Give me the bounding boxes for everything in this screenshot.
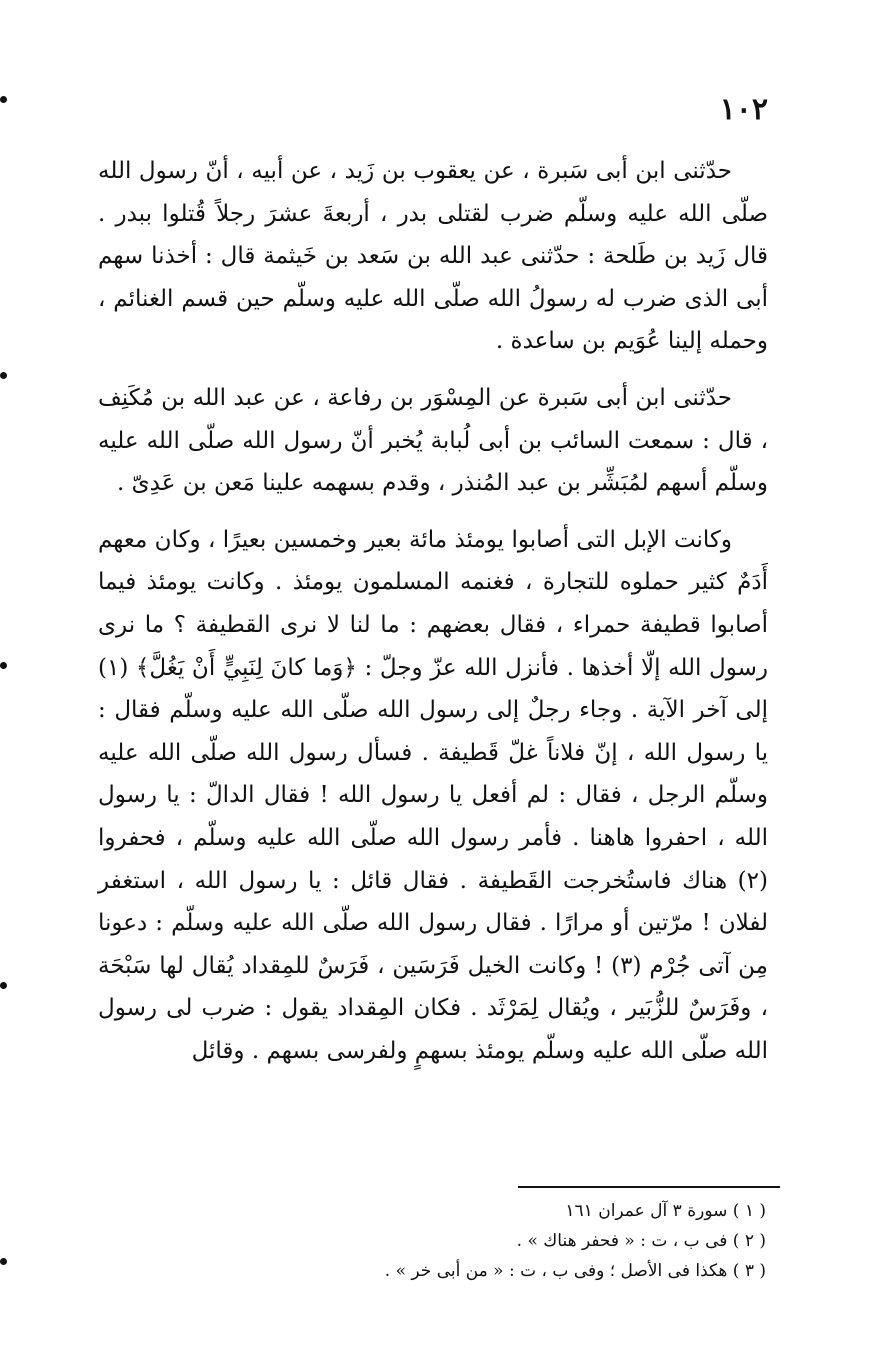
margin-mark (0, 982, 7, 989)
main-text (98, 150, 768, 1072)
paragraph: حدّثنى ابن أبى سَبرة ، عن يعقوب بن زَيد ، عن أبيه ، أنّ رسول الله صلّى الله عليه وسلّم ضرب لقتلى بدر ، أربعةَ عشرَ رجلاً قُتلوا ببدر . قال زَيد بن طَلحة : حدّثنى عبد الله بن سَعد بن خَيثمة قال : أخذنا سهم أبى الذى ضرب له رسولُ الله صلّى الله عليه وسلّم حين قسم الغنائم ، وحمله إلينا عُوَيم بن ساعدة . (98, 158, 768, 355)
paragraph: حدّثنى ابن أبى سَبرة عن المِسْوَر بن رفاعة ، عن عبد الله بن مُكَنِف ، قال : سمعت السائب بن أبى لُبابة يُخبر أنّ رسول الله صلّى الله عليه وسلّم أسهم لمُبَشِّر بن عبد المُنذر ، وقدم بسهمه علينا مَعن بن عَدِىّ . (98, 384, 768, 497)
footnote: ( ٢ ) فى ب ، ت : « فحفر هناك » . (516, 1231, 766, 1251)
footnote-separator (518, 1186, 780, 1188)
paragraph: وكانت الإبل التى أصابوا يومئذ مائة بعير وخمسين بعيرًا ، وكان معهم أَدَمٌ كثير حملوه للتجارة ، فغنمه المسلمون يومئذ . وكانت يومئذ فيما أصابوا قطيفة حمراء ، فقال بعضهم : ما لنا لا نرى القطيفة ؟ ما نرى رسول الله إلّا أخذها . فأنزل الله عزّ وجلّ : ﴿وَما كانَ لِنَبِيٍّ أَنْ يَغُلَّ﴾ (١) إلى آخر الآية . وجاء رجلٌ إلى رسول الله صلّى الله عليه وسلّم فقال : يا رسول الله ، إنّ فلاناً غلّ قَطيفة . فسأل رسول الله صلّى الله عليه وسلّم الرجل ، فقال : لم أفعل يا رسول الله ! فقال الدالّ : يا رسول الله ، احفروا هاهنا . فأمر رسول الله صلّى الله عليه وسلّم ، فحفروا (٢) هناك فاستُخرجت القَطيفة . فقال قائل : يا رسول الله ، استغفر لفلان ! مرّتين أو مرارًا . فقال رسول الله صلّى الله عليه وسلّم : دعونا مِن آتى جُرْم (٣) ! وكانت الخيل فَرَسَين ، فَرَسٌ للمِقداد يُقال لها سَبْحَة ، وفَرَسٌ للزُّبَير ، ويُقال لِمَرْثَد . فكان المِقداد يقول : ضرب لى رسول الله صلّى الله عليه وسلّم يومئذ بسهمٍ ولفرسى بسهم . وقائل (98, 526, 768, 1064)
margin-mark (0, 1258, 7, 1265)
footnote: ( ٣ ) هكذا فى الأصل ؛ وفى ب ، ت : « من أبى خر » . (384, 1261, 766, 1281)
footnote: ( ١ ) سورة ٣ آل عمران ١٦١ (565, 1201, 766, 1221)
page-number: ١٠٢ (719, 92, 768, 127)
margin-mark (0, 372, 7, 379)
margin-mark (0, 96, 7, 103)
footnotes (385, 1196, 766, 1286)
margin-mark (0, 662, 7, 669)
